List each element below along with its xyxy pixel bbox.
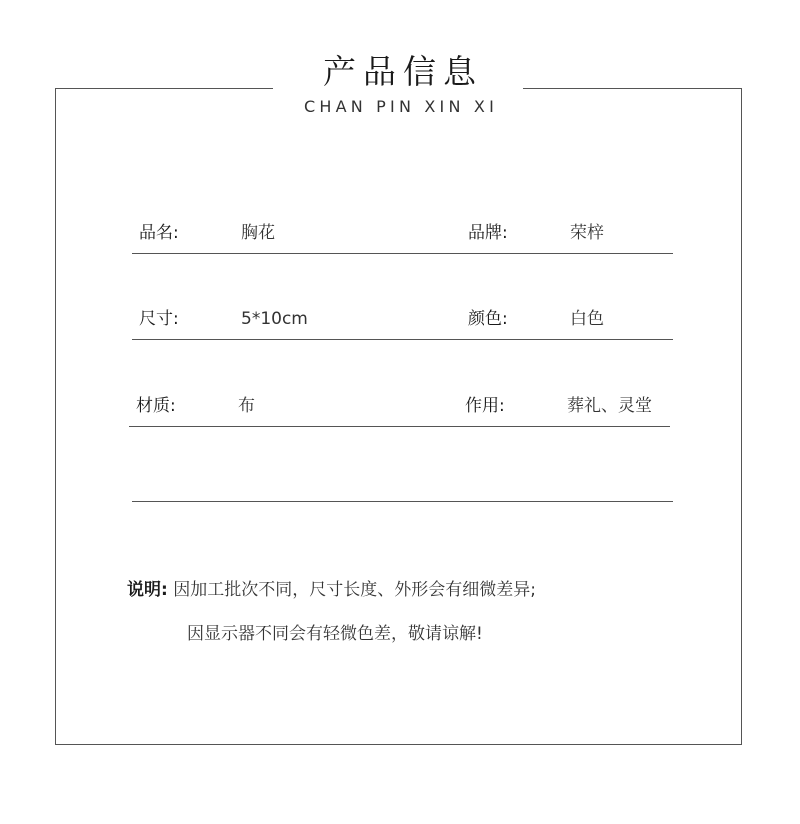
note-text-1: 因加工批次不同，尺寸长度、外形会有细微差异;	[173, 580, 536, 600]
size-label: 尺寸:	[139, 309, 179, 329]
row-divider	[132, 339, 673, 340]
note-label: 说明:	[127, 580, 168, 600]
brand-value: 荣梓	[570, 223, 604, 243]
note-line-2	[187, 621, 483, 647]
color-label: 颜色:	[468, 309, 508, 329]
product-name-value: 胸花	[241, 223, 275, 243]
usage-label: 作用:	[465, 396, 505, 416]
usage-value: 葬礼、灵堂	[567, 396, 652, 416]
size-value: 5*10cm	[241, 309, 308, 329]
page-subtitle: CHAN PIN XIN XI	[303, 97, 499, 116]
material-value: 布	[238, 396, 255, 416]
page-title: 产品信息	[323, 52, 483, 91]
material-label: 材质:	[136, 396, 176, 416]
brand-label: 品牌:	[468, 223, 508, 243]
note-line-1	[127, 577, 536, 603]
color-value: 白色	[570, 309, 604, 329]
row-divider	[132, 501, 673, 502]
note-text-2: 因显示器不同会有轻微色差，敬请谅解!	[187, 624, 483, 644]
row-divider	[129, 426, 670, 427]
product-name-label: 品名:	[139, 223, 179, 243]
row-divider	[132, 253, 673, 254]
